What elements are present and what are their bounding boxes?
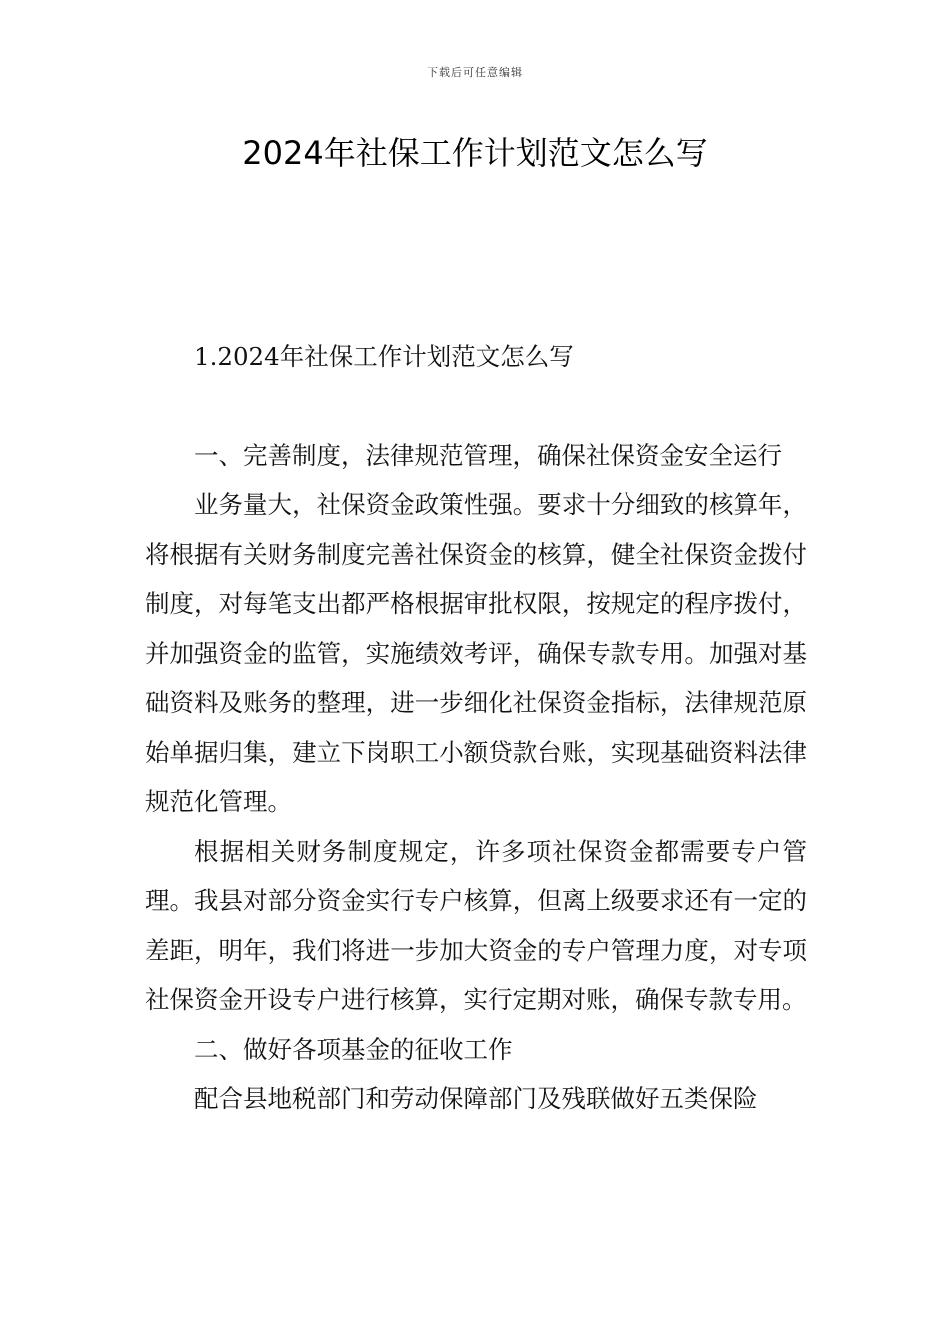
paragraph-body-3: 配合县地税部门和劳动保障部门及残联做好五类保险 [194,1084,758,1113]
header-note: 下载后可任意编辑 [427,66,523,79]
paragraph-body-2: 根据相关财务制度规定，许多项社保资金都需要专户管理。我县对部分资金实行专户核算，但离上级要求还有一定的差距，明年，我们将进一步加大资金的专户管理力度，对专项社保资金开设专户进行核算，实行定期对账，确保专款专用。 [145,836,807,1014]
document-body [145,332,807,1124]
paragraph-section-heading-1: 一、完善制度，法律规范管理，确保社保资金安全运行 [194,440,782,470]
paragraph-body-1: 业务量大，社保资金政策性强。要求十分细致的核算年，将根据有关财务制度完善社保资金的核算，健全社保资金拨付制度，对每笔支出都严格根据审批权限，按规定的程序拨付，并加强资金的监管，实施绩效考评，确保专款专用。加强对基础资料及账务的整理，进一步细化社保资金指标，法律规范原始单据归集，建立下岗职工小额贷款台账，实现基础资料法律规范化管理。 [145,490,807,816]
document-title: 2024年社保工作计划范文怎么写 [242,134,708,172]
paragraph-section-heading-2: 二、做好各项基金的征收工作 [194,1034,513,1064]
paragraph-subtitle: 1.2024年社保工作计划范文怎么写 [194,342,574,371]
